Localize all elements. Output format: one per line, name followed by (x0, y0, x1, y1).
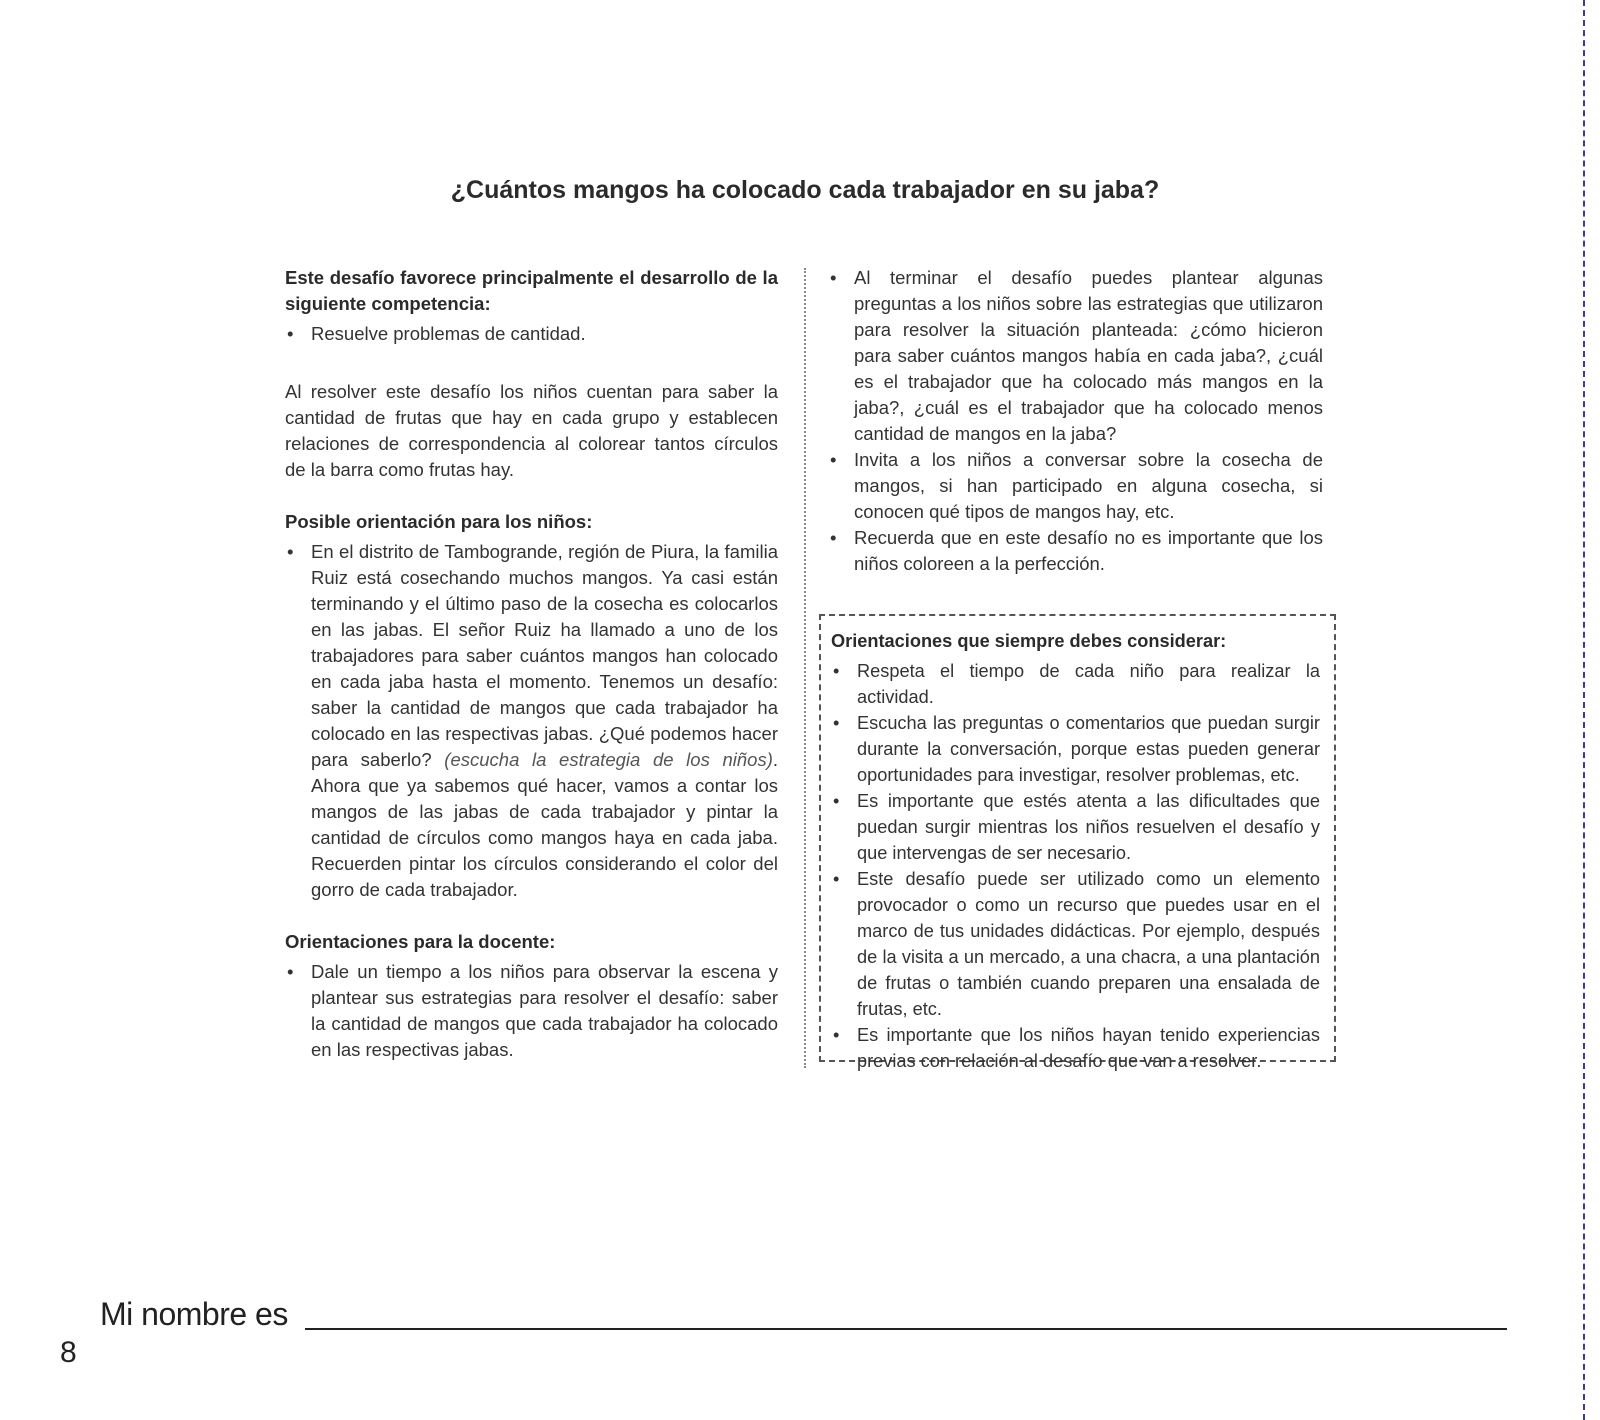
teacher-orientation-list (285, 959, 778, 1063)
list-item (285, 321, 778, 347)
left-column (285, 265, 778, 1063)
page-title: ¿Cuántos mangos ha colocado cada trabajador en su jaba? (450, 176, 1160, 204)
list-item (831, 866, 1320, 1022)
list-item-text: Respeta el tiempo de cada niño para realizar la actividad. (857, 661, 1320, 707)
list-item-text: Este desafío puede ser utilizado como un elemento provocador o como un recurso que puedes usar en el marco de tus unidades didácticas. Por ejemplo, después de la visita a un mercado, a una chacra, a una plantación de frutas o también cuando preparen una ensalada de frutas, etc. (857, 869, 1320, 1019)
list-item-text: Al terminar el desafío puedes plantear algunas preguntas a los niños sobre las estrategias que utilizaron para resolver la situación planteada: ¿cómo hicieron para saber cuántos mangos había en cada jaba?, ¿cuál es el trabajador que ha colocado más mangos en la jaba?, ¿cuál es el trabajador que ha colocado menos cantidad de mangos en la jaba? (854, 267, 1323, 444)
children-text-part2: . Ahora que ya sabemos qué hacer, vamos a contar los mangos de las jabas de cada trabajador y pintar la cantidad de círculos como mangos haya en cada jaba. Recuerden pintar los círculos considerando el color del gorro de cada trabajador. (311, 749, 778, 900)
list-item-text: Dale un tiempo a los niños para observar la escena y plantear sus estrategias para resolver el desafío: saber la cantidad de mangos que cada trabajador ha colocado en las respectivas jabas. (311, 961, 778, 1060)
bullet-icon: • (287, 961, 294, 982)
bullet-icon: • (830, 267, 837, 288)
list-item-text: Escucha las preguntas o comentarios que puedan surgir durante la conversación, porque estas pueden generar oportunidades para investigar, resolver problemas, etc. (857, 713, 1320, 785)
name-label: Mi nombre es (100, 1296, 288, 1332)
page-number: 8 (60, 1336, 77, 1369)
children-orientation-heading: Posible orientación para los niños: (285, 511, 593, 532)
guidelines-list (831, 658, 1320, 1074)
list-item-text: Resuelve problemas de cantidad. (311, 323, 586, 344)
list-item (831, 1022, 1320, 1074)
teacher-orientation-heading: Orientaciones para la docente: (285, 931, 556, 952)
list-item (828, 265, 1323, 447)
bullet-icon: • (287, 323, 294, 344)
right-column (828, 265, 1323, 577)
list-item-text: Recuerda que en este desafío no es importante que los niños coloreen a la perfección. (854, 527, 1323, 574)
competency-list (285, 321, 778, 347)
competency-heading: Este desafío favorece principalmente el desarrollo de la siguiente competencia: (285, 267, 778, 314)
intro-paragraph: Al resolver este desafío los niños cuentan para saber la cantidad de frutas que hay en cada grupo y establecen relaciones de correspondencia al colorear tantos círculos de la barra como frutas hay. (285, 381, 778, 480)
list-item (828, 447, 1323, 525)
children-orientation-list (285, 539, 778, 903)
bullet-icon: • (287, 541, 294, 562)
guidelines-heading: Orientaciones que siempre debes considerar: (831, 631, 1227, 651)
cut-line (1583, 0, 1585, 1420)
list-item (285, 959, 778, 1063)
list-item-text: Es importante que estés atenta a las dificultades que puedan surgir mientras los niños resuelven el desafío y que intervengas de ser necesario. (857, 791, 1320, 863)
list-item-text: Invita a los niños a conversar sobre la cosecha de mangos, si han participado en alguna cosecha, si conocen qué tipos de mangos hay, etc. (854, 449, 1323, 522)
list-item (831, 710, 1320, 788)
list-item (285, 539, 778, 903)
column-divider (804, 268, 806, 1068)
guidelines-box (819, 614, 1336, 1071)
bullet-icon: • (830, 527, 837, 548)
list-item (828, 525, 1323, 577)
bullet-icon: • (833, 661, 840, 681)
bullet-icon: • (833, 869, 840, 889)
list-item (831, 658, 1320, 710)
bullet-icon: • (830, 449, 837, 470)
bullet-icon: • (833, 713, 840, 733)
bullet-icon: • (833, 1025, 840, 1045)
name-write-line (305, 1328, 1507, 1330)
list-item (831, 788, 1320, 866)
children-text-italic: (escucha la estrategia de los niños) (444, 749, 773, 770)
closing-list (828, 265, 1323, 577)
children-text-part1: En el distrito de Tambogrande, región de Piura, la familia Ruiz está cosechando muchos mangos. Ya casi están terminando y el último paso de la cosecha es colocarlos en las jabas. El señor Ruiz ha llamado a uno de los trabajadores para saber cuántos mangos han colocado en cada jaba hasta el momento. Tenemos un desafío: saber la cantidad de mangos que cada trabajador ha colocado en las respectivas jabas. ¿Qué podemos hacer para saberlo? (311, 541, 778, 770)
bullet-icon: • (833, 791, 840, 811)
list-item-text: Es importante que los niños hayan tenido experiencias previas con relación al desafío que van a resolver. (857, 1025, 1320, 1071)
